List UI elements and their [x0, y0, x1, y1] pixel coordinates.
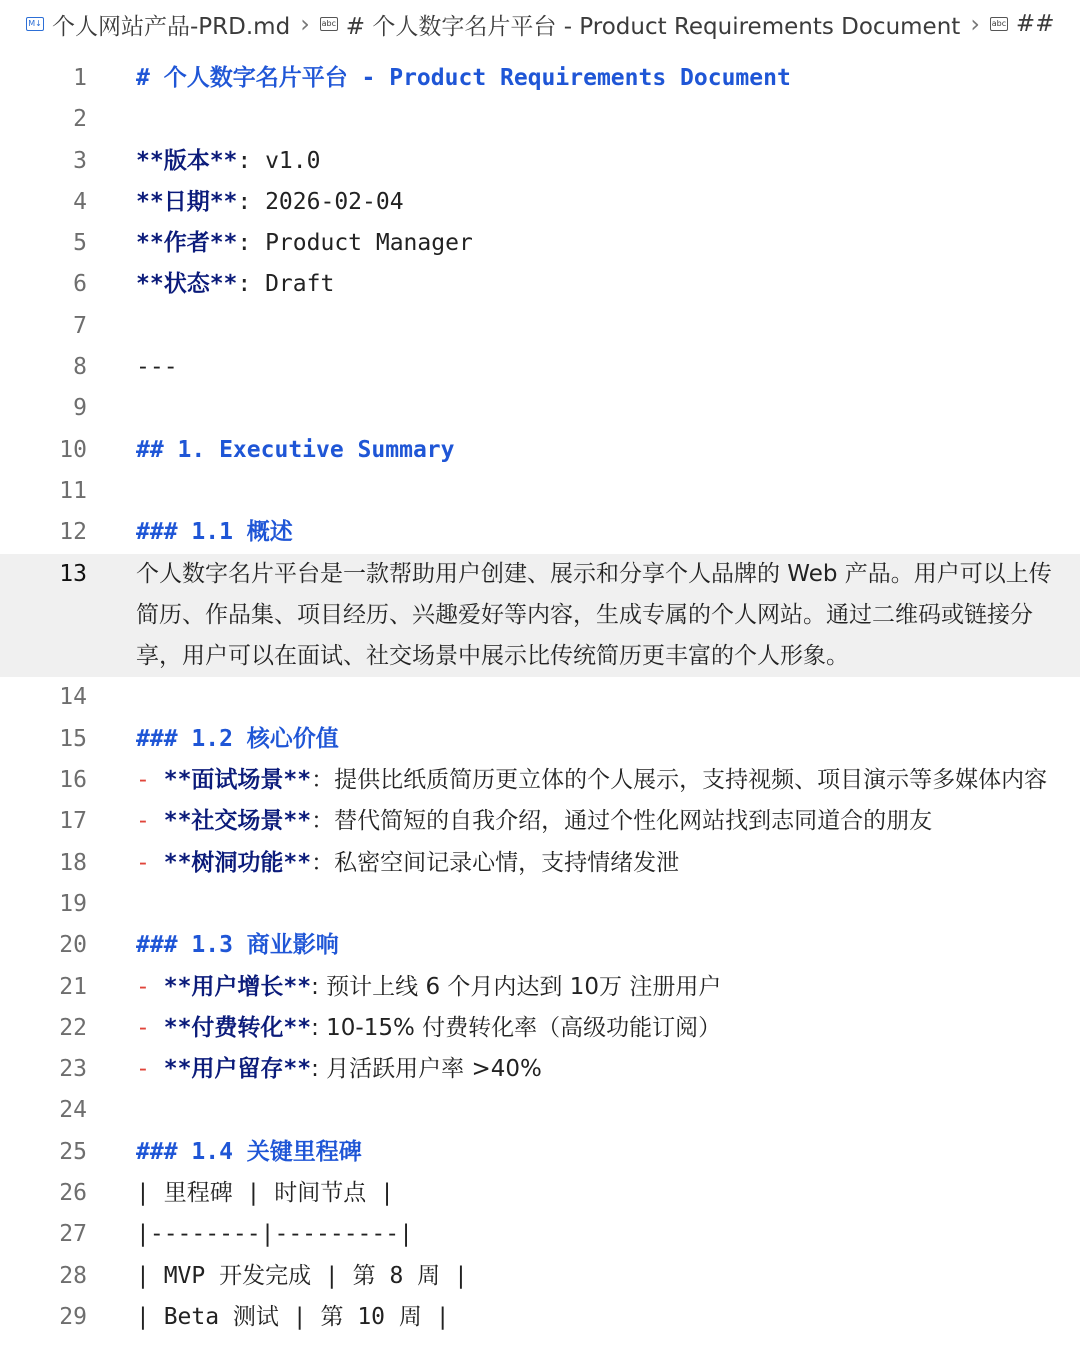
list-bullet: -: [136, 808, 150, 835]
bold-key: **用户留存**: [163, 1056, 312, 1083]
editor-line[interactable]: [0, 1214, 1080, 1255]
editor-line[interactable]: [0, 925, 1080, 966]
list-bullet: -: [136, 973, 150, 1000]
line-number: 1: [73, 65, 87, 91]
heading-symbol-icon: abc: [990, 17, 1008, 31]
editor-line[interactable]: [0, 264, 1080, 305]
bullet-text: : 10-15% 付费转化率（高级功能订阅）: [311, 1014, 722, 1041]
markdown-file-icon: M↓: [26, 17, 44, 31]
bold-key: **作者**: [136, 230, 238, 257]
line-number: 3: [73, 147, 87, 174]
breadcrumb-heading[interactable]: # 个人数字名片平台 - Product Requirements Document: [345, 13, 961, 40]
line-content: [136, 1132, 1080, 1173]
bold-key: **状态**: [136, 271, 238, 298]
line-number: 26: [59, 1180, 87, 1207]
line-content: [136, 388, 1080, 429]
line-content: [136, 719, 1080, 760]
paragraph-text: 个人数字名片平台是一款帮助用户创建、展示和分享个人品牌的 Web 产品。用户可以上传简历、作品集、项目经历、兴趣爱好等内容，生成专属的个人网站。通过二维码或链接分享，用户可以在面试、社交场景中展示比传统简历更丰富的个人形象。: [136, 560, 1052, 670]
line-number: 15: [59, 725, 87, 752]
breadcrumb-tail[interactable]: ##: [1015, 11, 1055, 37]
editor-line[interactable]: [0, 471, 1080, 512]
line-content: [136, 58, 1080, 99]
line-content: [136, 141, 1080, 182]
line-number: 20: [59, 932, 87, 959]
editor-line[interactable]: [0, 1132, 1080, 1173]
markdown-heading: # 个人数字名片平台 - Product Requirements Document: [136, 65, 791, 91]
line-number: 8: [73, 354, 87, 381]
editor-line[interactable]: [0, 347, 1080, 388]
line-content: [136, 925, 1080, 966]
bold-key: **日期**: [136, 188, 238, 215]
field-value: : v1.0: [237, 147, 321, 174]
editor-line[interactable]: [0, 512, 1080, 553]
line-number: 16: [59, 767, 87, 794]
line-content: [136, 471, 1080, 512]
line-number: 19: [59, 890, 87, 917]
editor-line[interactable]: [0, 58, 1080, 99]
code-editor[interactable]: [0, 58, 1080, 1338]
line-number: 23: [59, 1056, 87, 1083]
bold-key: **付费转化**: [163, 1014, 312, 1041]
bold-key: **面试场景**: [163, 767, 312, 794]
line-content: [136, 760, 1080, 801]
editor-line[interactable]: [0, 677, 1080, 718]
bold-key: **用户增长**: [163, 973, 312, 1000]
line-content: [136, 306, 1080, 347]
plain-text: | Beta 测试 | 第 10 周 |: [136, 1303, 450, 1330]
line-number: 4: [73, 188, 87, 215]
line-number: 6: [73, 271, 87, 298]
list-bullet: -: [136, 849, 150, 876]
line-number: 12: [59, 519, 87, 546]
line-number: 24: [59, 1097, 87, 1124]
editor-line[interactable]: [0, 99, 1080, 140]
editor-line[interactable]: [0, 843, 1080, 884]
editor-line[interactable]: [0, 884, 1080, 925]
editor-line[interactable]: [0, 182, 1080, 223]
markdown-heading: ### 1.2 核心价值: [136, 725, 339, 752]
editor-line[interactable]: [0, 1008, 1080, 1049]
editor-line[interactable]: [0, 430, 1080, 471]
line-number: 29: [59, 1303, 87, 1330]
editor-line[interactable]: [0, 1256, 1080, 1297]
line-content: [136, 843, 1080, 884]
line-number: 14: [59, 684, 87, 711]
editor-line[interactable]: [0, 967, 1080, 1008]
line-content: [136, 264, 1080, 305]
plain-text: | MVP 开发完成 | 第 8 周 |: [136, 1262, 468, 1289]
line-number: 28: [59, 1262, 87, 1289]
heading-symbol-icon: abc: [320, 17, 338, 31]
field-value: : Draft: [237, 271, 335, 298]
bullet-text: ：替代简短的自我介绍，通过个性化网站找到志同道合的朋友: [311, 808, 933, 835]
markdown-heading: ### 1.4 关键里程碑: [136, 1138, 362, 1165]
editor-line[interactable]: [0, 306, 1080, 347]
line-number: 22: [59, 1014, 87, 1041]
breadcrumb-file[interactable]: 个人网站产品-PRD.md: [52, 13, 291, 40]
line-number: 9: [73, 395, 87, 422]
line-content: [136, 554, 1080, 678]
editor-line[interactable]: [0, 1297, 1080, 1338]
line-content: [136, 967, 1080, 1008]
plain-text: | 里程碑 | 时间节点 |: [136, 1180, 394, 1207]
editor-line[interactable]: [0, 801, 1080, 842]
line-number: 13: [59, 560, 87, 587]
line-content: [136, 512, 1080, 553]
editor-line[interactable]: [0, 388, 1080, 429]
line-content: [136, 182, 1080, 223]
line-number: 10: [59, 436, 87, 463]
list-bullet: -: [136, 767, 150, 794]
line-number: 5: [73, 230, 87, 257]
line-content: [136, 1008, 1080, 1049]
line-content: [136, 1173, 1080, 1214]
plain-text: |--------|---------|: [136, 1221, 413, 1248]
markdown-heading: ## 1. Executive Summary: [136, 436, 455, 463]
bullet-text: : 月活跃用户率 >40%: [311, 1056, 542, 1083]
bold-key: **树洞功能**: [163, 849, 312, 876]
list-bullet: -: [136, 1056, 150, 1083]
breadcrumb: [0, 0, 1080, 48]
line-content: [136, 801, 1080, 842]
chevron-right-icon: ›: [300, 10, 310, 38]
bullet-text: : 预计上线 6 个月内达到 10万 注册用户: [311, 973, 722, 1000]
editor-line[interactable]: [0, 141, 1080, 182]
list-bullet: -: [136, 1014, 150, 1041]
line-content: [136, 677, 1080, 718]
bullet-text: ：提供比纸质简历更立体的个人展示，支持视频、项目演示等多媒体内容: [311, 767, 1048, 794]
line-number: 21: [59, 973, 87, 1000]
line-content: [136, 1214, 1080, 1255]
line-content: [136, 223, 1080, 264]
editor-line[interactable]: [0, 1173, 1080, 1214]
line-content: [136, 430, 1080, 471]
editor-line[interactable]: [0, 1090, 1080, 1131]
markdown-heading: ### 1.1 概述: [136, 519, 293, 546]
editor-line[interactable]: [0, 760, 1080, 801]
field-value: : Product Manager: [237, 230, 473, 257]
line-content: [136, 1049, 1080, 1090]
chevron-right-icon: ›: [970, 10, 980, 38]
line-content: [136, 884, 1080, 925]
bullet-text: ：私密空间记录心情，支持情绪发泄: [311, 849, 680, 876]
line-content: [136, 99, 1080, 140]
markdown-heading: ### 1.3 商业影响: [136, 932, 339, 959]
editor-line[interactable]: [0, 554, 1080, 678]
bold-key: **版本**: [136, 147, 238, 174]
line-number: 27: [59, 1221, 87, 1248]
line-number: 18: [59, 849, 87, 876]
line-content: [136, 1297, 1080, 1338]
line-content: [136, 347, 1080, 388]
line-number: 25: [59, 1138, 87, 1165]
field-value: : 2026-02-04: [237, 188, 404, 215]
line-number: 2: [73, 106, 87, 133]
line-content: [136, 1090, 1080, 1131]
plain-text: ---: [136, 354, 178, 381]
editor-line[interactable]: [0, 223, 1080, 264]
line-number: 11: [59, 477, 87, 504]
bold-key: **社交场景**: [163, 808, 312, 835]
line-number: 7: [73, 312, 87, 339]
line-content: [136, 1256, 1080, 1297]
line-number: 17: [59, 808, 87, 835]
editor-line[interactable]: [0, 1049, 1080, 1090]
editor-line[interactable]: [0, 719, 1080, 760]
